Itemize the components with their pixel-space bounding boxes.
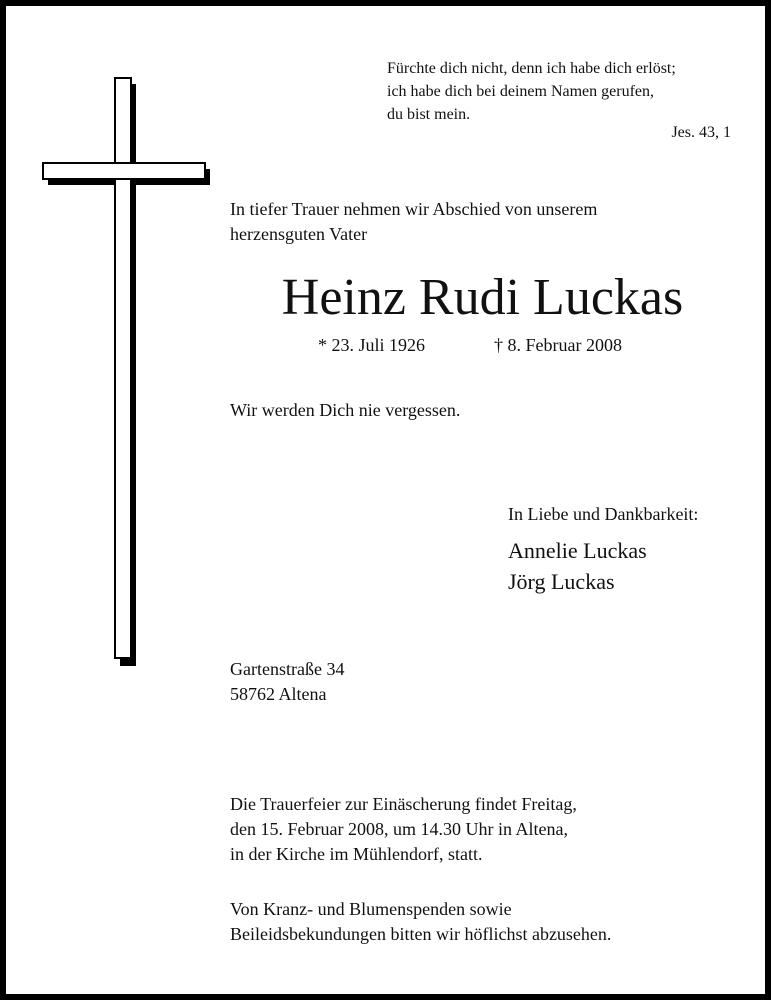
death-date: † 8. Februar 2008 (494, 335, 622, 355)
ceremony-info (230, 792, 577, 867)
ceremony-line: den 15. Februar 2008, um 14.30 Uhr in Altena, (230, 819, 568, 839)
flowers-line: Beileidsbekundungen bitten wir höflichst abzusehen. (230, 924, 612, 944)
mourner-name: Jörg Luckas (508, 569, 615, 594)
intro-text (230, 197, 730, 247)
remembrance-text: Wir werden Dich nie vergessen. (230, 400, 461, 420)
mourner-list (508, 535, 647, 597)
verse-line: ich habe dich bei deinem Namen gerufen, (387, 83, 654, 100)
signoff-label: In Liebe und Dankbarkeit: (508, 504, 699, 524)
verse-line: du bist mein. (387, 106, 471, 123)
latin-cross-icon (40, 76, 210, 666)
ceremony-line: in der Kirche im Mühlendorf, statt. (230, 844, 483, 864)
verse-reference: Jes. 43, 1 (671, 124, 731, 141)
address-street: Gartenstraße 34 (230, 659, 345, 679)
intro-line: herzensguten Vater (230, 224, 368, 244)
birth-date: * 23. Juli 1926 (318, 335, 426, 355)
address-city: 58762 Altena (230, 684, 327, 704)
bible-verse (387, 57, 737, 126)
verse-line: Fürchte dich nicht, denn ich habe dich erlöst; (387, 60, 676, 77)
deceased-name: Heinz Rudi Luckas (281, 269, 684, 326)
ceremony-line: Die Trauerfeier zur Einäscherung findet Freitag, (230, 794, 577, 814)
mourner-name: Annelie Luckas (508, 538, 647, 563)
flowers-line: Von Kranz- und Blumenspenden sowie (230, 899, 512, 919)
intro-line: In tiefer Trauer nehmen wir Abschied von unserem (230, 199, 598, 219)
address-block (230, 657, 344, 707)
flowers-request (230, 897, 611, 947)
